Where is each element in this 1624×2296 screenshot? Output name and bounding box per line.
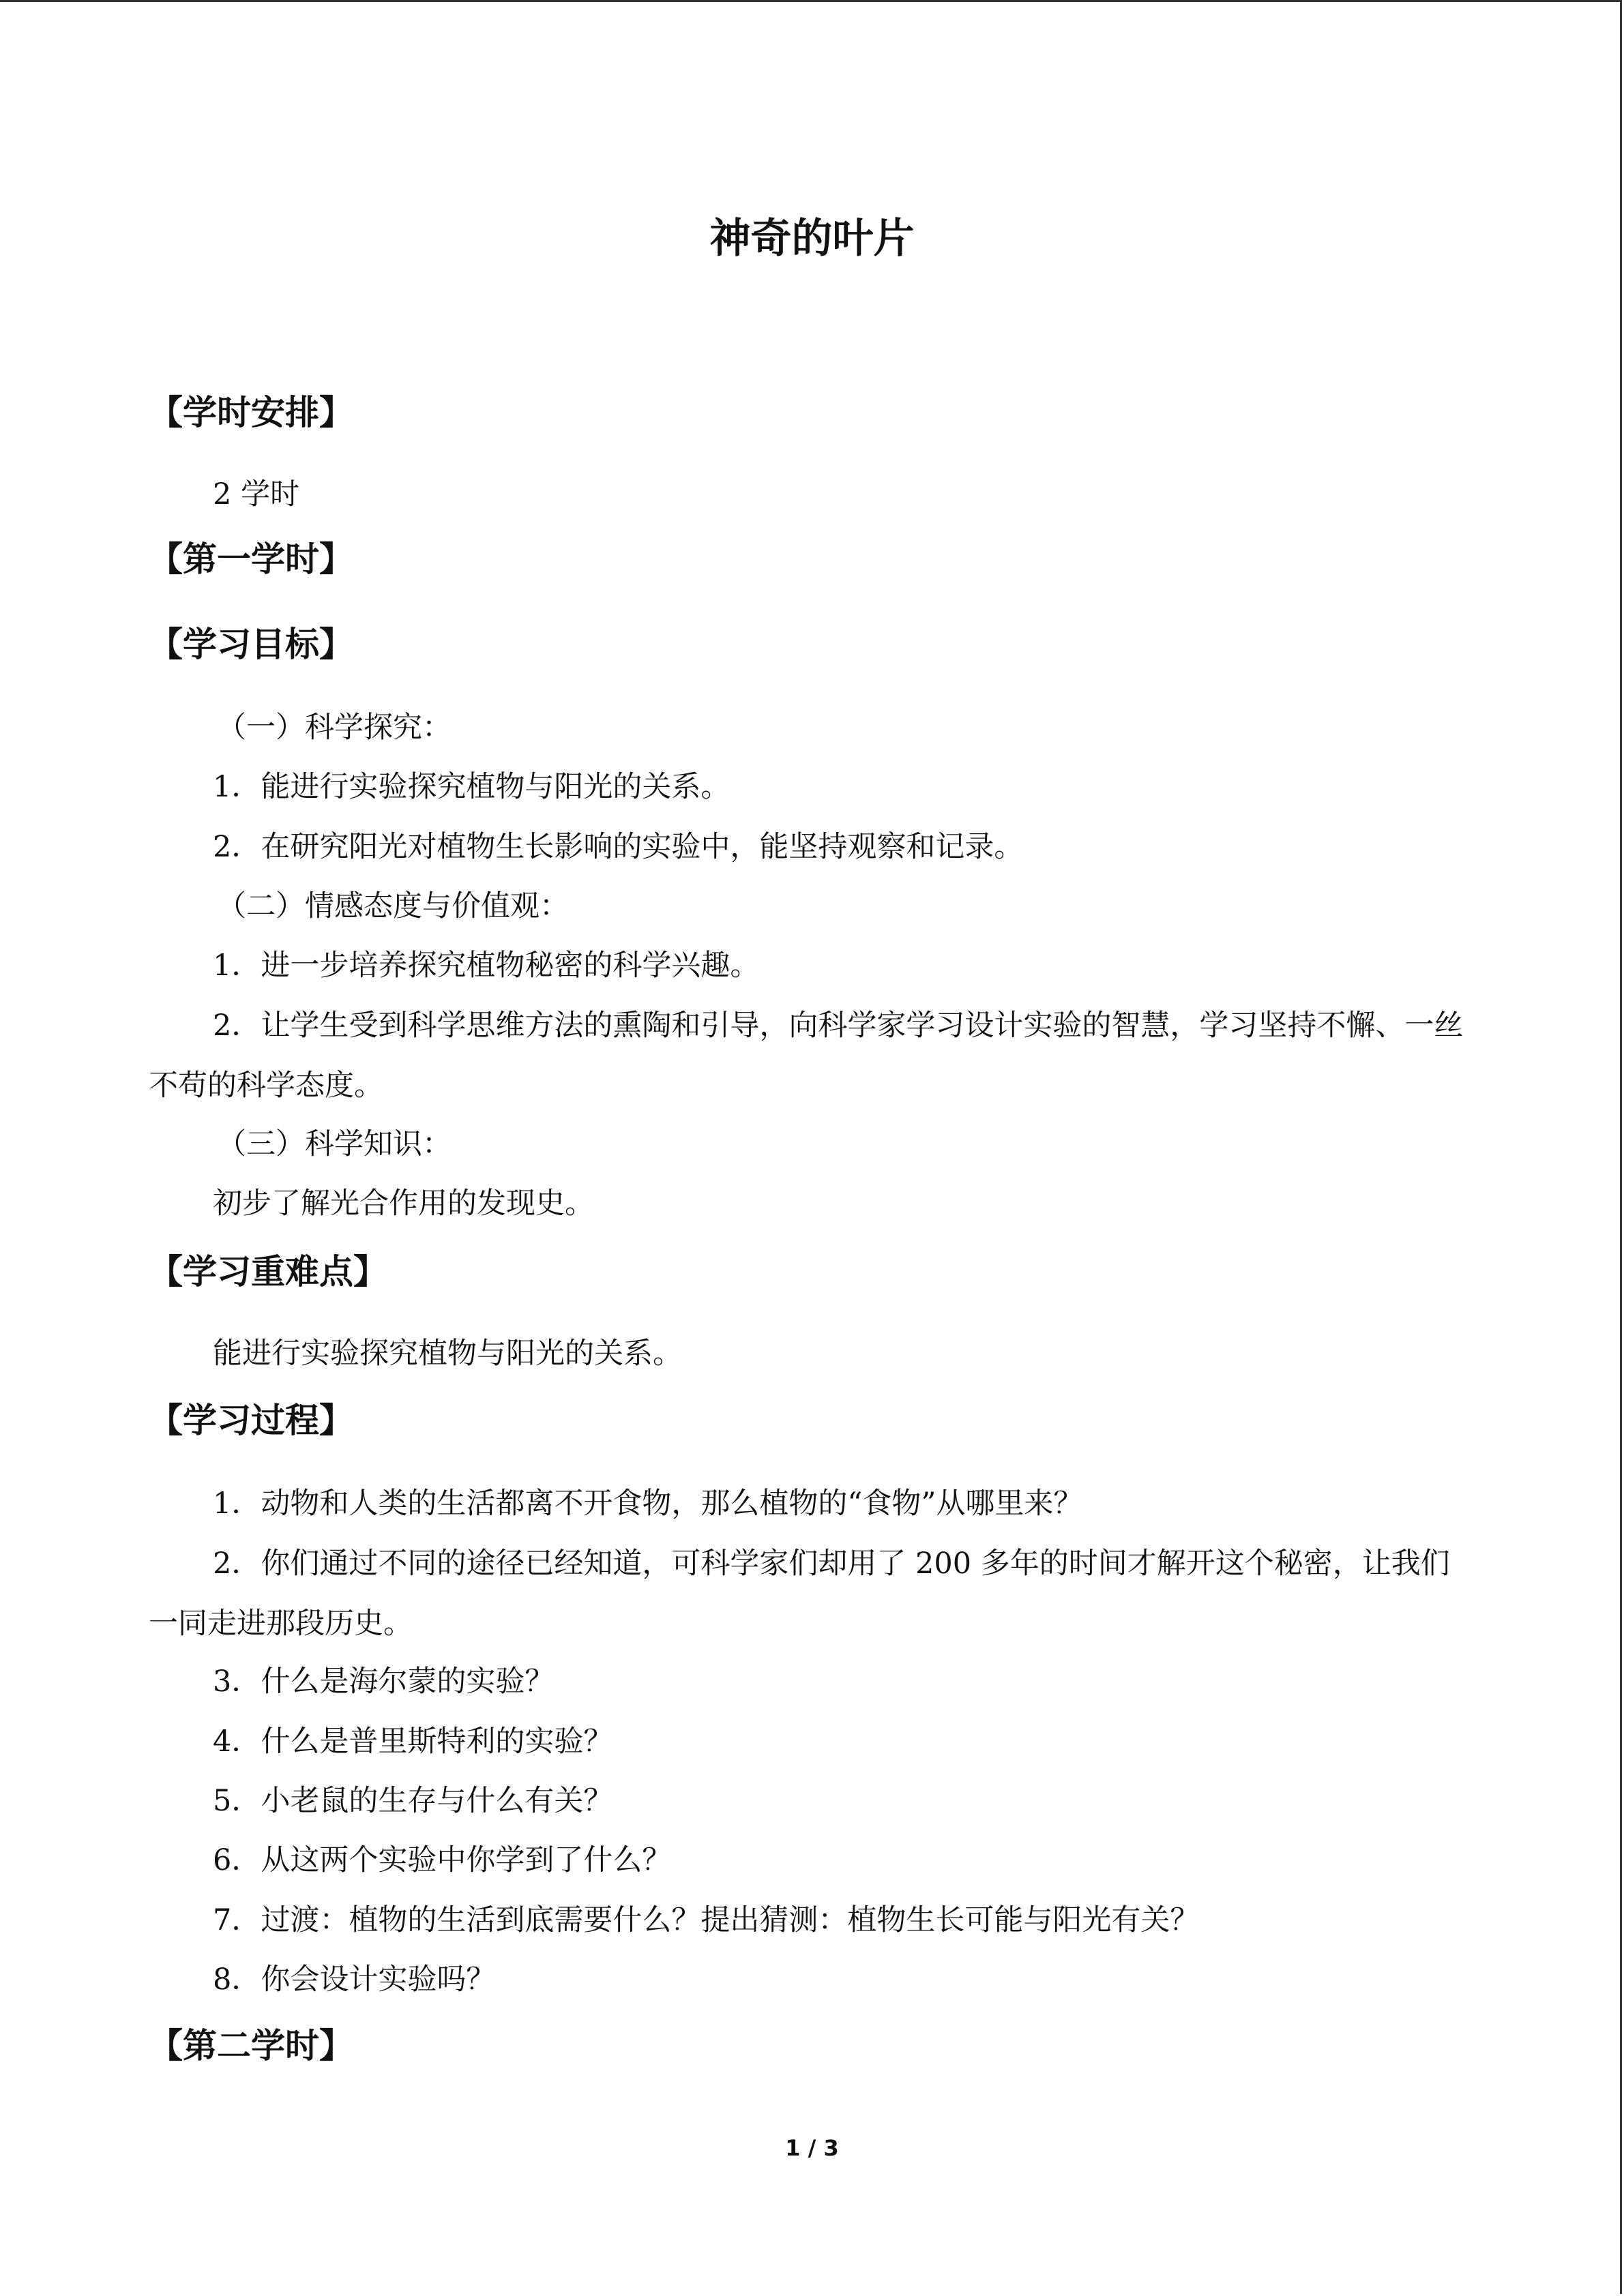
schedule-heading: 【学时安排】 bbox=[149, 393, 353, 432]
process-heading: 【学习过程】 bbox=[149, 1401, 353, 1440]
goals-item2-1: 1．进一步培养探究植物秘密的科学兴趣。 bbox=[213, 949, 760, 983]
lesson1-heading: 【第一学时】 bbox=[149, 539, 353, 579]
schedule-text: 2 学时 bbox=[213, 477, 300, 511]
process-step5: 5．小老鼠的生存与什么有关？ bbox=[213, 1784, 613, 1818]
goals-item2-2: 2．让学生受到科学思维方法的熏陶和引导，向科学家学习设计实验的智慧，学习坚持不懈、一丝不苟的科学态度。 bbox=[149, 1009, 1464, 1103]
page-number: 1 / 3 bbox=[785, 2135, 839, 2161]
process-step8: 8．你会设计实验吗？ bbox=[213, 1963, 496, 1997]
lesson2-heading: 【第二学时】 bbox=[149, 2026, 353, 2066]
process-step6: 6．从这两个实验中你学到了什么？ bbox=[213, 1843, 672, 1877]
goals-heading: 【学习目标】 bbox=[149, 625, 353, 664]
goals-item1-2: 2．在研究阳光对植物生长影响的实验中，能坚持观察和记录。 bbox=[213, 830, 1024, 864]
process-step2: 2．你们通过不同的途径已经知道，可科学家们却用了 200 多年的时间才解开这个秘密，让我们一同走进那段历史。 bbox=[149, 1547, 1450, 1641]
key-points-text: 能进行实验探究植物与阳光的关系。 bbox=[213, 1337, 682, 1371]
process-step7: 7．过渡：植物的生活到底需要什么？提出猜测：植物生长可能与阳光有关？ bbox=[213, 1903, 1200, 1937]
process-step4: 4．什么是普里斯特利的实验？ bbox=[213, 1725, 613, 1759]
document-title: 神奇的叶片 bbox=[709, 215, 915, 263]
goals-part1: （一）科学探究： bbox=[217, 711, 452, 745]
process-step3: 3．什么是海尔蒙的实验？ bbox=[213, 1665, 555, 1699]
goals-item1-1: 1．能进行实验探究植物与阳光的关系。 bbox=[213, 770, 730, 804]
goals-item3-1: 初步了解光合作用的发现史。 bbox=[213, 1187, 594, 1221]
goals-part3: （三）科学知识： bbox=[217, 1127, 452, 1161]
key-points-heading: 【学习重难点】 bbox=[149, 1252, 387, 1292]
process-step1: 1．动物和人类的生活都离不开食物，那么植物的“食物”从哪里来？ bbox=[213, 1487, 1083, 1521]
goals-part2: （二）情感态度与价值观： bbox=[217, 889, 569, 923]
